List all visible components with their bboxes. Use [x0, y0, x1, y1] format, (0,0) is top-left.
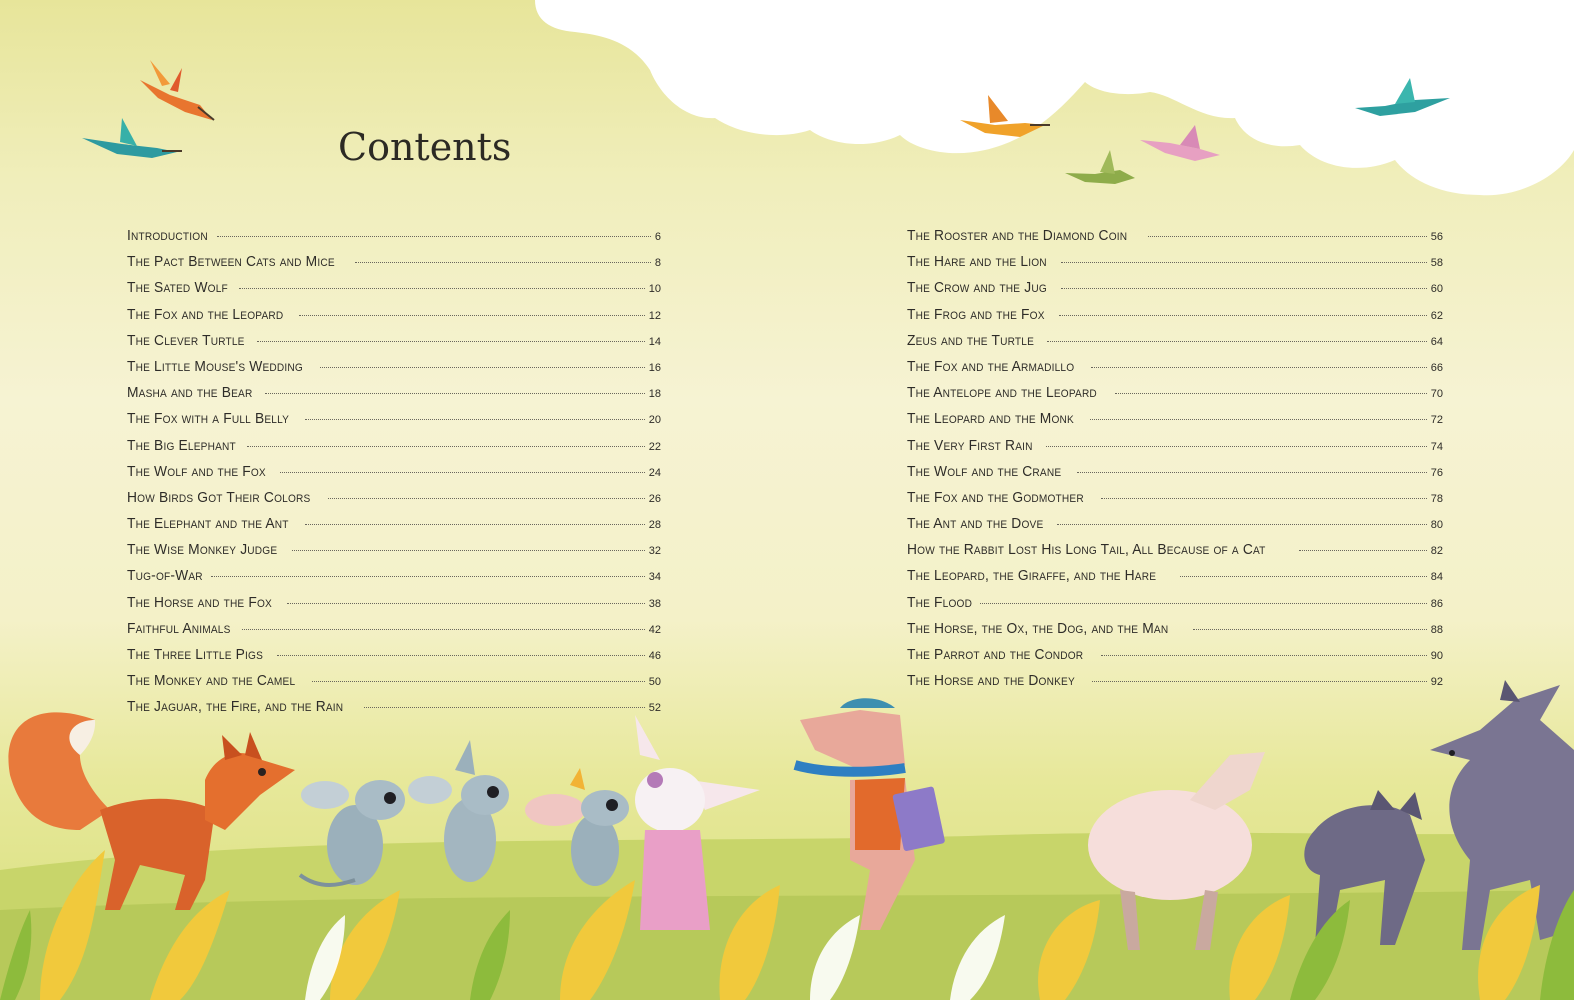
leader-dots — [1061, 262, 1427, 263]
leader-dots — [211, 576, 644, 577]
toc-entry[interactable] — [127, 306, 661, 332]
toc-entry-page: 8 — [654, 257, 661, 270]
bird-icon — [1065, 150, 1135, 184]
toc-entry-title: The Pact Between Cats and Mice — [127, 253, 335, 271]
toc-entry-page: 32 — [648, 545, 661, 558]
toc-entry-page: 38 — [648, 597, 661, 610]
toc-entry[interactable] — [907, 620, 1443, 646]
toc-entry-page: 26 — [648, 492, 661, 505]
toc-entry-page: 86 — [1430, 597, 1443, 610]
leader-dots — [1090, 419, 1426, 420]
toc-entry[interactable] — [127, 463, 661, 489]
leader-dots — [1101, 655, 1427, 656]
toc-entry[interactable] — [907, 358, 1443, 384]
leader-dots — [980, 603, 1427, 604]
toc-entry-page: 14 — [648, 335, 661, 348]
bird-icon — [1140, 125, 1220, 161]
toc-entry-title: The Parrot and the Condor — [907, 646, 1084, 663]
toc-entry-page: 70 — [1430, 388, 1443, 401]
toc-entry-page: 82 — [1430, 545, 1443, 558]
toc-entry-page: 72 — [1430, 414, 1443, 427]
toc-entry[interactable] — [127, 227, 661, 253]
toc-entry-page: 52 — [648, 702, 661, 715]
toc-entry-page: 46 — [648, 650, 661, 662]
toc-entry-page: 16 — [648, 361, 661, 374]
toc-entry-title: The Antelope and the Leopard — [907, 384, 1097, 402]
toc-entry-page: 90 — [1430, 650, 1443, 662]
toc-entry-title: The Flood — [907, 593, 973, 611]
birds-illustration — [0, 0, 1574, 220]
toc-entry[interactable] — [907, 541, 1443, 567]
leader-dots — [320, 367, 645, 368]
leader-dots — [1077, 472, 1427, 473]
toc-entry-title: The Horse and the Donkey — [907, 672, 1075, 690]
toc-entry-page: 92 — [1430, 676, 1443, 689]
leader-dots — [1047, 341, 1427, 342]
toc-entry-title: The Fox and the Leopard — [127, 305, 284, 323]
toc-entry[interactable] — [127, 253, 661, 279]
toc-entry-title: The Little Mouse's Wedding — [127, 357, 303, 375]
toc-entry-page: 62 — [1430, 309, 1443, 322]
toc-entry-title: Faithful Animals — [127, 619, 231, 637]
toc-entry[interactable] — [907, 332, 1443, 358]
leader-dots — [328, 498, 644, 499]
toc-entry[interactable] — [127, 437, 661, 463]
leader-dots — [305, 524, 645, 525]
toc-entry[interactable] — [127, 384, 661, 410]
toc-entry[interactable] — [907, 515, 1443, 541]
toc-entry-page: 10 — [648, 283, 661, 296]
toc-entry-title: Zeus and the Turtle — [907, 331, 1035, 349]
leader-dots — [1057, 524, 1427, 525]
toc-entry-title: The Big Elephant — [127, 436, 236, 454]
toc-entry-page: 24 — [648, 466, 661, 479]
toc-entry[interactable] — [907, 279, 1443, 305]
leader-dots — [242, 629, 645, 630]
toc-entry-page: 22 — [648, 440, 661, 453]
toc-entry[interactable] — [907, 489, 1443, 515]
leader-dots — [1061, 288, 1427, 289]
toc-entry-page: 42 — [648, 623, 661, 636]
toc-entry-page: 12 — [648, 309, 661, 322]
toc-right-column — [907, 227, 1443, 698]
toc-entry[interactable] — [907, 567, 1443, 593]
toc-entry-page: 28 — [648, 519, 661, 532]
toc-entry[interactable] — [907, 437, 1443, 463]
toc-entry-title: The Wolf and the Fox — [127, 462, 266, 480]
toc-entry-title: The Clever Turtle — [127, 331, 245, 349]
leader-dots — [1091, 367, 1427, 368]
leader-dots — [239, 288, 645, 289]
toc-entry-page: 80 — [1430, 519, 1443, 532]
toc-entry-page: 84 — [1430, 571, 1443, 584]
toc-entry[interactable] — [907, 594, 1443, 620]
leader-dots — [299, 315, 645, 316]
toc-entry-title: Masha and the Bear — [127, 384, 253, 402]
leader-dots — [1148, 236, 1426, 237]
bird-icon — [82, 118, 182, 158]
toc-entry-title: The Fox with a Full Belly — [127, 410, 290, 428]
toc-entry[interactable] — [127, 515, 661, 541]
toc-entry-title: Tug-of-War — [127, 567, 203, 585]
toc-left-column — [127, 227, 661, 725]
toc-entry-title: The Wise Monkey Judge — [127, 541, 278, 559]
toc-entry-title: The Horse and the Fox — [127, 593, 273, 611]
leader-dots — [1059, 315, 1427, 316]
toc-entry-title: The Rooster and the Diamond Coin — [907, 227, 1128, 244]
animals-meadow-illustration — [0, 660, 1574, 1000]
toc-entry[interactable] — [907, 306, 1443, 332]
toc-entry-page: 76 — [1430, 466, 1443, 479]
toc-entry[interactable] — [127, 279, 661, 305]
leader-dots — [305, 419, 645, 420]
toc-entry-page: 18 — [648, 388, 661, 401]
bird-icon — [1355, 78, 1450, 116]
toc-entry[interactable] — [127, 541, 661, 567]
toc-entry-page: 58 — [1430, 257, 1443, 270]
leader-dots — [1115, 393, 1426, 394]
toc-entry-title: The Horse, the Ox, the Dog, and the Man — [907, 619, 1169, 637]
leader-dots — [217, 236, 651, 237]
toc-entry[interactable] — [907, 384, 1443, 410]
toc-entry-title: The Wolf and the Crane — [907, 462, 1062, 480]
leader-dots — [280, 472, 645, 473]
toc-entry-title: The Leopard, the Giraffe, and the Hare — [907, 567, 1157, 585]
toc-entry-title: The Jaguar, the Fire, and the Rain — [127, 698, 344, 716]
toc-entry-title: The Hare and the Lion — [907, 253, 1047, 271]
bird-icon — [960, 95, 1050, 137]
toc-entry-title: The Ant and the Dove — [907, 515, 1044, 533]
leader-dots — [287, 603, 645, 604]
toc-entry[interactable] — [907, 410, 1443, 436]
leader-dots — [1046, 446, 1427, 447]
toc-entry-page: 20 — [648, 414, 661, 427]
toc-entry-page: 60 — [1430, 283, 1443, 296]
toc-entry-page: 56 — [1430, 231, 1443, 243]
page-title: Contents — [338, 125, 512, 170]
toc-entry[interactable] — [127, 358, 661, 384]
toc-entry-page: 88 — [1430, 623, 1443, 636]
toc-entry-page: 50 — [648, 676, 661, 689]
leader-dots — [247, 446, 644, 447]
toc-entry-title: The Fox and the Godmother — [907, 488, 1084, 506]
leader-dots — [277, 655, 645, 656]
leader-dots — [265, 393, 644, 394]
toc-entry-title: The Monkey and the Camel — [127, 672, 296, 690]
leader-dots — [1180, 576, 1427, 577]
toc-entry-title: The Very First Rain — [907, 436, 1033, 454]
leader-dots — [1299, 550, 1427, 551]
toc-entry-page: 78 — [1430, 492, 1443, 505]
toc-entry-page: 6 — [654, 231, 661, 243]
toc-entry-page: 74 — [1430, 440, 1443, 453]
leader-dots — [355, 262, 651, 263]
toc-entry-title: The Fox and the Armadillo — [907, 357, 1075, 375]
toc-entry[interactable] — [907, 227, 1443, 253]
toc-entry[interactable] — [907, 463, 1443, 489]
toc-entry-page: 64 — [1430, 335, 1443, 348]
toc-entry[interactable] — [127, 620, 661, 646]
toc-entry[interactable] — [907, 253, 1443, 279]
leader-dots — [1193, 629, 1427, 630]
leader-dots — [292, 550, 644, 551]
toc-entry-page: 34 — [648, 571, 661, 584]
toc-entry-title: Introduction — [127, 227, 208, 244]
toc-entry-title: The Crow and the Jug — [907, 279, 1047, 297]
toc-entry[interactable] — [127, 332, 661, 358]
leader-dots — [1101, 498, 1427, 499]
toc-entry-title: How the Rabbit Lost His Long Tail, All Because of a Cat — [907, 541, 1266, 559]
toc-entry-title: The Frog and the Fox — [907, 305, 1045, 323]
toc-entry-title: The Leopard and the Monk — [907, 410, 1074, 428]
bird-icon — [140, 60, 214, 120]
toc-entry[interactable] — [127, 489, 661, 515]
toc-entry-title: How Birds Got Their Colors — [127, 488, 311, 506]
toc-entry-page: 66 — [1430, 361, 1443, 374]
toc-entry[interactable] — [127, 594, 661, 620]
toc-entry[interactable] — [127, 410, 661, 436]
toc-entry-title: The Three Little Pigs — [127, 646, 264, 663]
toc-entry-title: The Sated Wolf — [127, 279, 228, 297]
leader-dots — [257, 341, 645, 342]
toc-entry-title: The Elephant and the Ant — [127, 515, 289, 533]
toc-entry[interactable] — [127, 567, 661, 593]
